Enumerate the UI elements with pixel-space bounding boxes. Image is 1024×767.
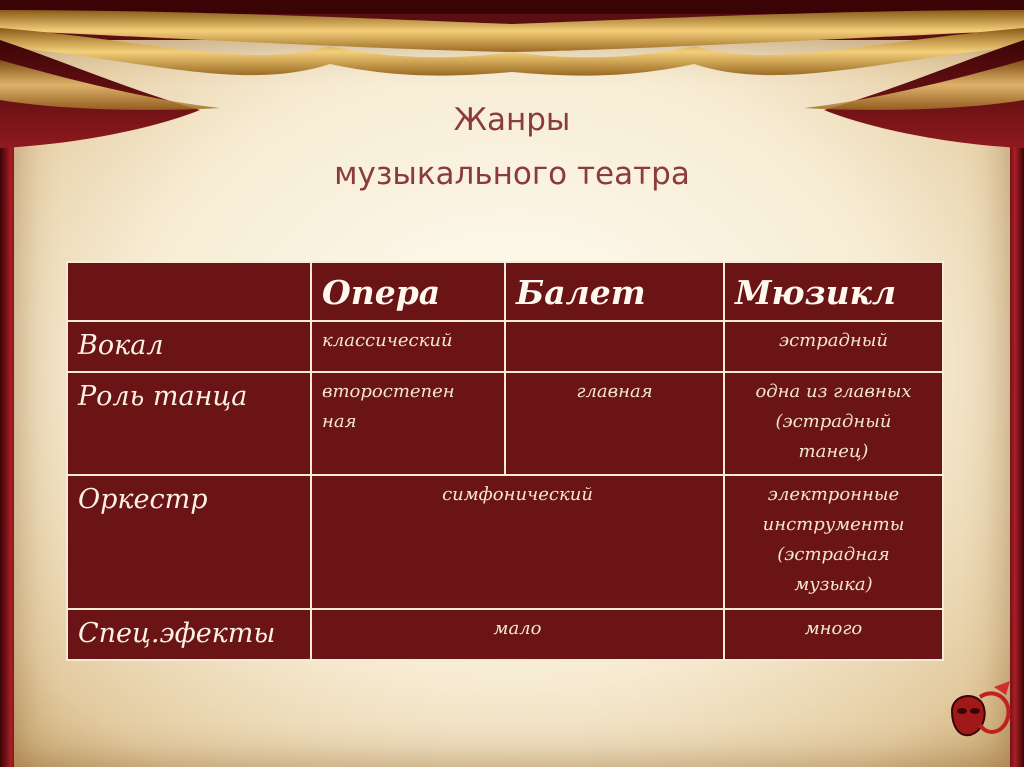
table-row [67, 609, 943, 660]
header-ballet: Балет [505, 262, 724, 321]
cell-text-line: музыка) [794, 574, 873, 595]
cell-dance-musical [724, 372, 943, 475]
cell-effects-opera-ballet: мало [311, 609, 724, 660]
cell-vocal-ballet [505, 321, 724, 372]
table-row [67, 372, 943, 475]
cell-text-line: ная [322, 411, 357, 432]
cell-text-line: (эстрадный [775, 411, 892, 432]
header-musical: Мюзикл [724, 262, 943, 321]
table-row [67, 475, 943, 609]
cell-orchestra-musical [724, 475, 943, 609]
cell-text-line: танец) [798, 441, 869, 462]
cell-text-line: инструменты [762, 514, 905, 535]
cell-text-line: одна из главных [755, 381, 912, 402]
header-opera: Опера [311, 262, 505, 321]
cell-text-line: второстепен [322, 381, 455, 402]
header-empty-cell [67, 262, 311, 321]
cell-dance-ballet: главная [505, 372, 724, 475]
cell-dance-opera [311, 372, 505, 475]
cell-effects-musical: много [724, 609, 943, 660]
table-header-row [67, 262, 943, 321]
genres-table [66, 261, 944, 661]
row-label-vocal: Вокал [67, 321, 311, 372]
cell-vocal-musical: эстрадный [724, 321, 943, 372]
row-label-dance-role: Роль танца [67, 372, 311, 475]
row-label-special-effects: Спец.эфекты [67, 609, 311, 660]
row-label-orchestra: Оркестр [67, 475, 311, 609]
table-row [67, 321, 943, 372]
cell-text-line: (эстрадная [777, 544, 890, 565]
cell-vocal-opera: классический [311, 321, 505, 372]
page-title-line2: музыкального театра [334, 156, 690, 192]
page-title-line1: Жанры [453, 102, 571, 138]
cell-orchestra-opera-ballet: симфонический [311, 475, 724, 609]
theatre-mask-icon [944, 681, 1016, 753]
cell-text-line: электронные [767, 484, 900, 505]
